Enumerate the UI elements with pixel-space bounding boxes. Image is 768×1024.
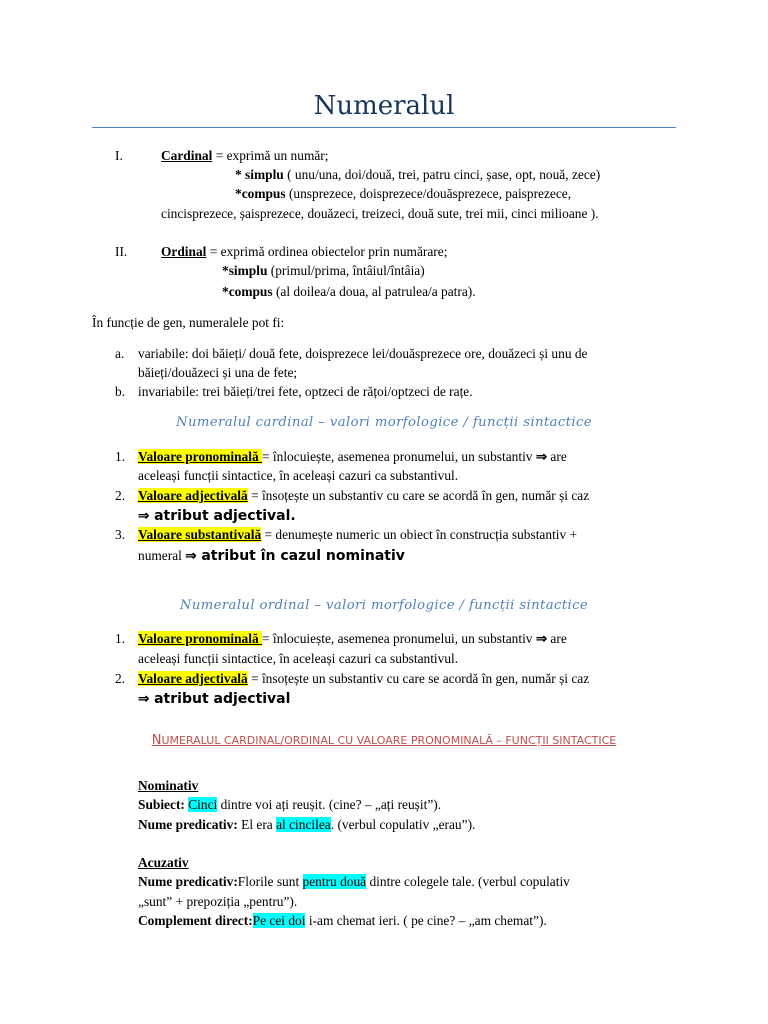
ord-item2-text: = însoțește un substantiv cu care se acordă în gen, număr și caz bbox=[247, 671, 590, 686]
cardinal-heading: Numeralul cardinal – valori morfologice / funcții sintactice bbox=[176, 415, 592, 430]
cardinal-compus bbox=[235, 184, 571, 203]
ord-item1-number: 1. bbox=[115, 631, 126, 646]
ord-item2-number: 2. bbox=[115, 671, 126, 686]
card-item2-line2 bbox=[138, 506, 296, 526]
simplu-label: * simplu bbox=[235, 167, 284, 182]
compus-label: *compus bbox=[235, 186, 286, 201]
nume-predicativ-label: Nume predicativ: bbox=[138, 817, 238, 832]
card-item1-text-b: are bbox=[547, 449, 567, 464]
card-item3-numeral: numeral bbox=[138, 548, 186, 563]
acuzativ-heading: Acuzativ bbox=[138, 855, 189, 870]
red-heading-initial: N bbox=[151, 733, 162, 748]
ord-item2-line2 bbox=[138, 689, 290, 709]
subiect-example: Cinci bbox=[188, 797, 218, 812]
nume-predicativ-example: al cincilea bbox=[276, 817, 331, 832]
card-item3-number: 3. bbox=[115, 527, 126, 542]
gender-a-line1: variabile: doi băieți/ două fete, doisprezece lei/douăsprezece ore, douăzeci și unu de bbox=[138, 346, 588, 361]
arrow-icon: ⇒ bbox=[185, 548, 197, 563]
ordinal-term: Ordinal bbox=[161, 244, 207, 259]
gender-a-marker: a. bbox=[115, 346, 125, 361]
card-item1-number: 1. bbox=[115, 449, 126, 464]
arrow-icon: ⇒ bbox=[138, 691, 150, 706]
card-item1-line2: aceleași funcții sintactice, în aceleași cazuri ca substantivul. bbox=[138, 468, 459, 483]
gender-intro: În funcție de gen, numeralele pot fi: bbox=[92, 315, 285, 330]
ordinal-heading: Numeralul ordinal – valori morfologice / funcții sintactice bbox=[179, 598, 589, 613]
ordinal-simplu-text: (primul/prima, întâiul/întâia) bbox=[267, 263, 425, 278]
ordinal-simplu bbox=[222, 261, 425, 280]
card-item1 bbox=[138, 447, 567, 466]
acuzativ-np-label: Nume predicativ: bbox=[138, 874, 238, 889]
compus-text: (unsprezece, doisprezece/douăsprezece, paisprezece, bbox=[285, 186, 572, 201]
ord-item2 bbox=[138, 669, 589, 688]
ordinal-definition: = exprimă ordinea obiectelor prin numărare; bbox=[206, 244, 448, 259]
ordinal-compus bbox=[222, 282, 476, 301]
ord-item1-label: Valoare pronominală bbox=[138, 631, 263, 646]
card-item2-number: 2. bbox=[115, 488, 126, 503]
cardinal-term: Cardinal bbox=[161, 148, 213, 163]
ordinal-simplu-label: *simplu bbox=[222, 263, 268, 278]
card-item3-text: = denumește numeric un obiect în construcția substantiv + bbox=[261, 527, 578, 542]
simplu-text: ( unu/una, doi/două, trei, patru cinci, șase, opt, nouă, zece) bbox=[283, 167, 601, 182]
card-item3 bbox=[138, 525, 577, 544]
section1-number: I. bbox=[115, 148, 123, 163]
complement-direct-example: Pe cei doi bbox=[252, 913, 306, 928]
page-title: Numeralul bbox=[313, 91, 455, 121]
ord-item1 bbox=[138, 629, 567, 648]
pronominal-functions-heading bbox=[0, 731, 768, 750]
section1-line bbox=[161, 146, 328, 165]
ord-item2-label: Valoare adjectivală bbox=[138, 671, 248, 686]
title-rule bbox=[92, 127, 676, 128]
ord-item1-text: = înlocuiește, asemenea pronumelui, un substantiv bbox=[262, 631, 536, 646]
card-item1-text: = înlocuiește, asemenea pronumelui, un substantiv bbox=[262, 449, 536, 464]
acuzativ-np-line2: „sunt” + prepoziția „pentru”). bbox=[138, 894, 298, 909]
card-item2-result: atribut adjectival. bbox=[149, 508, 296, 524]
section2-number: II. bbox=[115, 244, 128, 259]
subiect-label: Subiect: bbox=[138, 797, 185, 812]
arrow-icon: ⇒ bbox=[535, 631, 548, 646]
gender-a-line2: băieți/douăzeci și una de fete; bbox=[138, 365, 298, 380]
nominativ-nume-predicativ: Nume predicativ: El era al cincilea. (verbul copulativ „erau”). bbox=[138, 817, 476, 832]
cardinal-simplu bbox=[235, 165, 600, 184]
gender-b-marker: b. bbox=[115, 384, 126, 399]
cardinal-compus-line2: cincisprezece, șaisprezece, douăzeci, treizeci, două sute, trei mii, cinci milioane ). bbox=[161, 206, 599, 221]
acuzativ-np-example: pentru două bbox=[302, 874, 367, 889]
card-item2-text: = însoțește un substantiv cu care se acordă în gen, număr și caz bbox=[247, 488, 590, 503]
acuzativ-complement-direct: Complement direct:Pe cei doi i-am chemat ieri. ( pe cine? – „am chemat”). bbox=[138, 913, 547, 928]
nominativ-heading: Nominativ bbox=[138, 778, 199, 793]
card-item3-label: Valoare substantivală bbox=[138, 527, 262, 542]
gender-b-line1: invariabile: trei băieți/trei fete, optzeci de rățoi/optzeci de rațe. bbox=[138, 384, 473, 399]
card-item3-result: atribut în cazul nominativ bbox=[196, 548, 405, 564]
section2-line bbox=[161, 242, 447, 261]
card-item2 bbox=[138, 486, 589, 505]
card-item1-label: Valoare pronominală bbox=[138, 449, 263, 464]
complement-direct-label: Complement direct: bbox=[138, 913, 253, 928]
red-heading-rest: UMERALUL CARDINAL/ORDINAL CU VALOARE PRONOMINALĂ – FUNCȚII SINTACTICE bbox=[161, 734, 617, 747]
ord-item1-text-b: are bbox=[547, 631, 567, 646]
ordinal-compus-label: *compus bbox=[222, 284, 273, 299]
ordinal-compus-text: (al doilea/a doua, al patrulea/a patra). bbox=[272, 284, 476, 299]
arrow-icon: ⇒ bbox=[535, 449, 548, 464]
card-item3-line2 bbox=[138, 546, 405, 566]
nominativ-subiect: Subiect: Cinci dintre voi ați reușit. (cine? – „ați reușit”). bbox=[138, 797, 442, 812]
cardinal-definition: = exprimă un număr; bbox=[212, 148, 329, 163]
ord-item2-result: atribut adjectival bbox=[149, 691, 291, 707]
acuzativ-nume-predicativ: Nume predicativ:Florile sunt pentru două dintre colegele tale. (verbul copulativ bbox=[138, 874, 570, 889]
arrow-icon: ⇒ bbox=[138, 508, 150, 523]
ord-item1-line2: aceleași funcții sintactice, în aceleași cazuri ca substantivul. bbox=[138, 651, 459, 666]
card-item2-label: Valoare adjectivală bbox=[138, 488, 248, 503]
